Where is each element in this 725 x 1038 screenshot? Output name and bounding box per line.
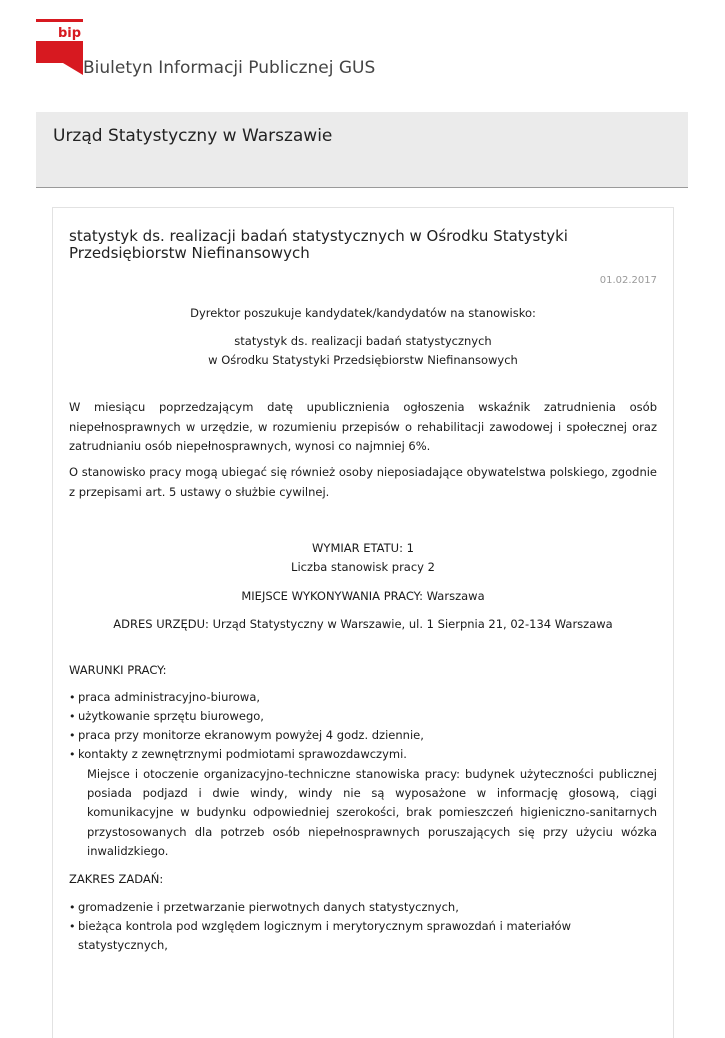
miejsce-pracy: MIEJSCE WYKONYWANIA PRACY: Warszawa <box>241 589 485 603</box>
warunki-list <box>69 688 657 764</box>
site-title[interactable]: Biuletyn Informacji Publicznej GUS <box>83 58 376 78</box>
bip-logo-icon <box>36 19 83 75</box>
zakres-heading: ZAKRES ZADAŃ: <box>69 872 164 886</box>
article-date: 01.02.2017 <box>599 275 657 286</box>
list-item: • praca administracyjno-biurowa, <box>69 688 657 707</box>
disability-paragraph: W miesiącu poprzedzającym datę upublicznienia ogłoszenia wskaźnik zatrudnienia osób niepełnosprawnych w urzędzie, w rozumieniu przepisów o rehabilitacji zawodowej i społecznej oraz zatrudnianiu osób niepełnosprawnych, wynosi co najmniej 6%. <box>69 400 657 453</box>
zakres-list <box>69 898 657 955</box>
logo-text: bip <box>58 26 82 41</box>
list-item: • użytkowanie sprzętu biurowego, <box>69 707 657 726</box>
position-line-2: w Ośrodku Statystyki Przedsiębiorstw Niefinansowych <box>208 353 518 367</box>
list-item: • bieżąca kontrola pod względem logicznym i merytorycznym sprawozdań i materiałów statystycznych, <box>69 917 657 955</box>
adres-urzedu: ADRES URZĘDU: Urząd Statystyczny w Warszawie, ul. 1 Sierpnia 21, 02-134 Warszawa <box>113 617 613 631</box>
article-card <box>52 207 674 1038</box>
warunki-heading: WARUNKI PRACY: <box>69 663 167 677</box>
list-item: • kontakty z zewnętrznymi podmiotami sprawozdawczymi. <box>69 745 657 764</box>
intro-text: Dyrektor poszukuje kandydatek/kandydatów na stanowisko: <box>190 306 536 320</box>
list-item: • praca przy monitorze ekranowym powyżej 4 godz. dziennie, <box>69 726 657 745</box>
position-line-1: statystyk ds. realizacji badań statystycznych <box>234 334 492 348</box>
office-name[interactable]: Urząd Statystyczny w Warszawie <box>53 126 333 146</box>
wymiar-etatu: WYMIAR ETATU: 1 <box>312 541 414 555</box>
warunki-note: Miejsce i otoczenie organizacyjno-techniczne stanowiska pracy: budynek użyteczności publicznej posiada podjazd i dwie windy, windy nie są wyposażone w informację głosową, ciągi komunikacyjne w budynku odpowiedniej szerokości, brak pomieszczeń higieniczno-sanitarnych przystosowanych dla potrzeb osób niepełnosprawnych poruszających się przy użyciu wózka inwalidzkiego. <box>87 767 657 858</box>
article-title: statystyk ds. realizacji badań statystycznych w Ośrodku Statystyki Przedsiębiorstw Niefinansowych <box>69 227 568 262</box>
list-item: • gromadzenie i przetwarzanie pierwotnych danych statystycznych, <box>69 898 657 917</box>
citizenship-paragraph: O stanowisko pracy mogą ubiegać się również osoby nieposiadające obywatelstwa polskiego, zgodnie z przepisami art. 5 ustawy o służbie cywilnej. <box>69 465 657 499</box>
office-header-bar <box>36 112 688 188</box>
liczba-stanowisk: Liczba stanowisk pracy 2 <box>291 560 435 574</box>
